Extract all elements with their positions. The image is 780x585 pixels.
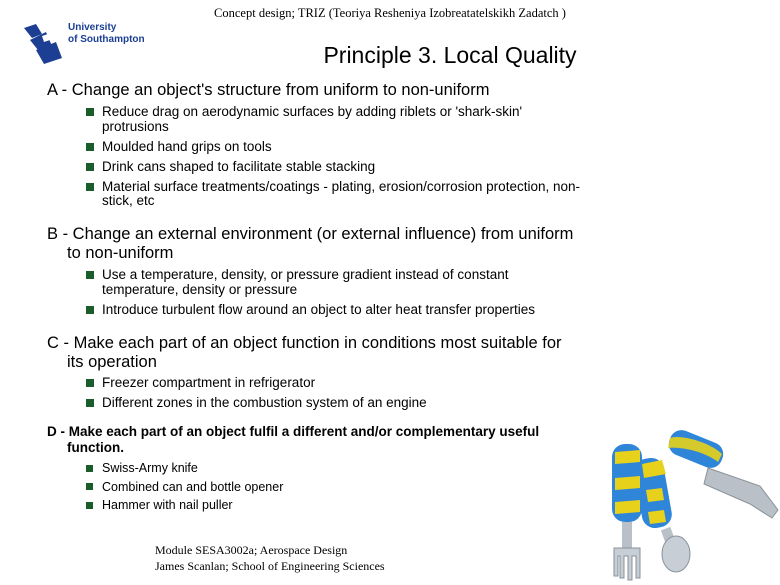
section-b-heading-line1: B - Change an external environment (or external influence) from uniform	[47, 225, 574, 243]
section-d-bullets	[86, 462, 283, 518]
square-bullet-icon	[86, 399, 94, 407]
section-a-heading-text: A - Change an object's structure from uniform to non-uniform	[47, 81, 490, 99]
list-item: Different zones in the combustion system of an engine	[86, 396, 427, 411]
footer	[155, 542, 385, 574]
square-bullet-icon	[86, 108, 94, 116]
cutlery-with-moulded-grips-image	[610, 428, 780, 585]
list-item: Freezer compartment in refrigerator	[86, 376, 427, 391]
square-bullet-icon	[86, 271, 94, 279]
logo-line1: University	[68, 22, 117, 33]
list-item: Material surface treatments/coatings - plating, erosion/corrosion protection, non- stick, etc	[86, 180, 580, 209]
square-bullet-icon	[86, 306, 94, 314]
square-bullet-icon	[86, 379, 94, 387]
section-d-heading-line1: D - Make each part of an object fulfil a different and/or complementary useful	[47, 424, 540, 439]
section-b-bullets	[86, 268, 535, 323]
list-item: Drink cans shaped to facilitate stable stacking	[86, 160, 580, 175]
header-title: Concept design; TRIZ (Teoriya Resheniya Izobreatatelskikh Zadatch )	[214, 6, 566, 20]
list-item: Swiss-Army knife	[86, 462, 283, 475]
footer-line2: James Scanlan; School of Engineering Sciences	[155, 559, 385, 573]
fork	[612, 444, 642, 580]
section-c-heading-line1: C - Make each part of an object function in conditions most suitable for	[47, 334, 562, 352]
section-c-bullets	[86, 376, 427, 416]
section-c-heading	[47, 334, 562, 372]
square-bullet-icon	[86, 502, 93, 509]
section-a-bullets	[86, 105, 580, 214]
square-bullet-icon	[86, 465, 93, 472]
slide-title: Principle 3. Local Quality	[323, 42, 577, 68]
list-item: Introduce turbulent flow around an object to alter heat transfer properties	[86, 303, 535, 318]
logo-line2: of Southampton	[68, 34, 145, 45]
section-b-heading	[47, 225, 573, 263]
knife	[665, 428, 778, 518]
list-item: Use a temperature, density, or pressure gradient instead of constant temperature, density or pressure	[86, 268, 535, 297]
list-item: Combined can and bottle opener	[86, 481, 283, 494]
square-bullet-icon	[86, 483, 93, 490]
section-b-heading-line2: to non-uniform	[67, 244, 174, 262]
square-bullet-icon	[86, 143, 94, 151]
square-bullet-icon	[86, 163, 94, 171]
section-a-heading	[47, 81, 489, 100]
list-item: Reduce drag on aerodynamic surfaces by adding riblets or 'shark-skin' protrusions	[86, 105, 580, 134]
section-d-heading	[47, 424, 539, 456]
section-c-heading-line2: its operation	[67, 353, 157, 371]
section-d-heading-line2: function.	[67, 440, 124, 455]
footer-line1: Module SESA3002a; Aerospace Design	[155, 543, 348, 557]
list-item: Hammer with nail puller	[86, 499, 283, 512]
square-bullet-icon	[86, 183, 94, 191]
list-item: Moulded hand grips on tools	[86, 140, 580, 155]
